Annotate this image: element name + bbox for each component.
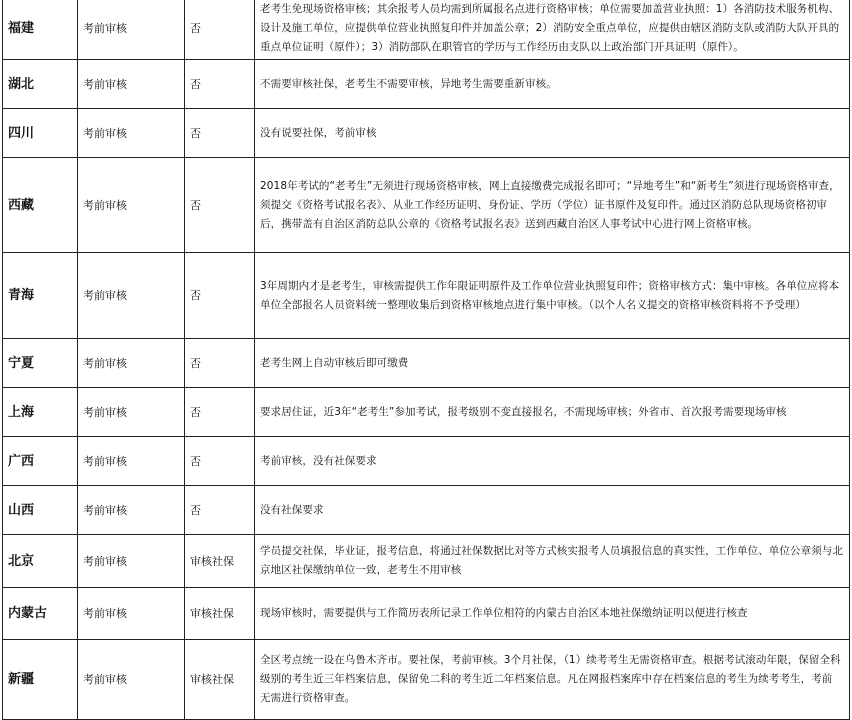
review-mode-cell: 考前审核 — [78, 588, 185, 640]
review-mode-cell: 考前审核 — [78, 640, 185, 720]
exam-review-table — [2, 0, 850, 720]
table-row — [3, 60, 850, 109]
review-mode-cell: 考前审核 — [78, 486, 185, 535]
table-row — [3, 253, 850, 339]
social-security-cell: 否 — [185, 388, 255, 437]
review-mode-cell: 考前审核 — [78, 109, 185, 158]
social-security-cell: 审核社保 — [185, 640, 255, 720]
social-security-cell: 否 — [185, 0, 255, 60]
social-security-cell: 审核社保 — [185, 588, 255, 640]
province-cell: 上海 — [3, 388, 78, 437]
province-cell: 四川 — [3, 109, 78, 158]
review-mode-cell: 考前审核 — [78, 158, 185, 253]
note-cell: 现场审核时，需要提供与工作简历表所记录工作单位相符的内蒙古自治区本地社保缴纳证明以便进行核查 — [255, 588, 850, 640]
note-cell: 没有社保要求 — [255, 486, 850, 535]
social-security-cell: 审核社保 — [185, 535, 255, 588]
table-row — [3, 0, 850, 60]
table-row — [3, 388, 850, 437]
province-cell: 湖北 — [3, 60, 78, 109]
province-cell: 青海 — [3, 253, 78, 339]
province-cell: 宁夏 — [3, 339, 78, 388]
note-cell: 要求居住证，近3年“老考生”参加考试，报考级别不变直接报名，不需现场审核；外省市、首次报考需要现场审核 — [255, 388, 850, 437]
note-cell: 老考生网上自动审核后即可缴费 — [255, 339, 850, 388]
table-row — [3, 588, 850, 640]
note-cell: 全区考点统一设在乌鲁木齐市。要社保，考前审核。3个月社保，（1）续考考生无需资格审查。根据考试滚动年限，保留全科级别的考生近三年档案信息，保留免二科的考生近二年档案信息。凡在网报档案库中存在档案信息的考生为续考考生，考前无需进行资格审查。 — [255, 640, 850, 720]
province-cell: 北京 — [3, 535, 78, 588]
note-cell: 学员提交社保，毕业证，报考信息，将通过社保数据比对等方式核实报考人员填报信息的真实性，工作单位、单位公章须与北京地区社保缴纳单位一致，老考生不用审核 — [255, 535, 850, 588]
review-mode-cell: 考前审核 — [78, 253, 185, 339]
table-row — [3, 339, 850, 388]
note-cell: 2018年考试的“老考生”无须进行现场资格审核，网上直接缴费完成报名即可；“异地考生”和“新考生”须进行现场资格审查，须提交《资格考试报名表》、从业工作经历证明、身份证、学历（学位）证书原件及复印件。通过区消防总队现场资格初审后，携带盖有自治区消防总队公章的《资格考试报名表》送到西藏自治区人事考试中心进行网上资格审核。 — [255, 158, 850, 253]
review-mode-cell: 考前审核 — [78, 535, 185, 588]
table-row — [3, 109, 850, 158]
note-cell: 老考生免现场资格审核；其余报考人员均需到所属报名点进行资格审核；单位需要加盖营业执照：1）各消防技术服务机构、设计及施工单位，应提供单位营业执照复印件并加盖公章；2）消防安全重点单位，应提供由辖区消防支队或消防大队开具的重点单位证明（原件）；3）消防部队在职管官的学历与工作经历由支队以上政治部门开具证明（原件）。 — [255, 0, 850, 60]
province-cell: 新疆 — [3, 640, 78, 720]
table-row — [3, 158, 850, 253]
social-security-cell: 否 — [185, 60, 255, 109]
province-cell: 福建 — [3, 0, 78, 60]
province-cell: 山西 — [3, 486, 78, 535]
review-mode-cell: 考前审核 — [78, 388, 185, 437]
table-row — [3, 437, 850, 486]
province-cell: 西藏 — [3, 158, 78, 253]
note-cell: 没有说要社保，考前审核 — [255, 109, 850, 158]
social-security-cell: 否 — [185, 486, 255, 535]
review-mode-cell: 考前审核 — [78, 0, 185, 60]
review-mode-cell: 考前审核 — [78, 339, 185, 388]
table-row — [3, 535, 850, 588]
review-mode-cell: 考前审核 — [78, 60, 185, 109]
note-cell: 不需要审核社保，老考生不需要审核，异地考生需要重新审核。 — [255, 60, 850, 109]
social-security-cell: 否 — [185, 158, 255, 253]
social-security-cell: 否 — [185, 437, 255, 486]
social-security-cell: 否 — [185, 109, 255, 158]
note-cell: 考前审核，没有社保要求 — [255, 437, 850, 486]
table-row — [3, 486, 850, 535]
note-cell: 3年周期内才是老考生，审核需提供工作年限证明原件及工作单位营业执照复印件；资格审核方式：集中审核。各单位应将本单位全部报名人员资料统一整理收集后到资格审核地点进行集中审核。（以个人名义提交的资格审核资料将不予受理） — [255, 253, 850, 339]
social-security-cell: 否 — [185, 339, 255, 388]
review-mode-cell: 考前审核 — [78, 437, 185, 486]
province-cell: 内蒙古 — [3, 588, 78, 640]
province-cell: 广西 — [3, 437, 78, 486]
table-row — [3, 640, 850, 720]
social-security-cell: 否 — [185, 253, 255, 339]
